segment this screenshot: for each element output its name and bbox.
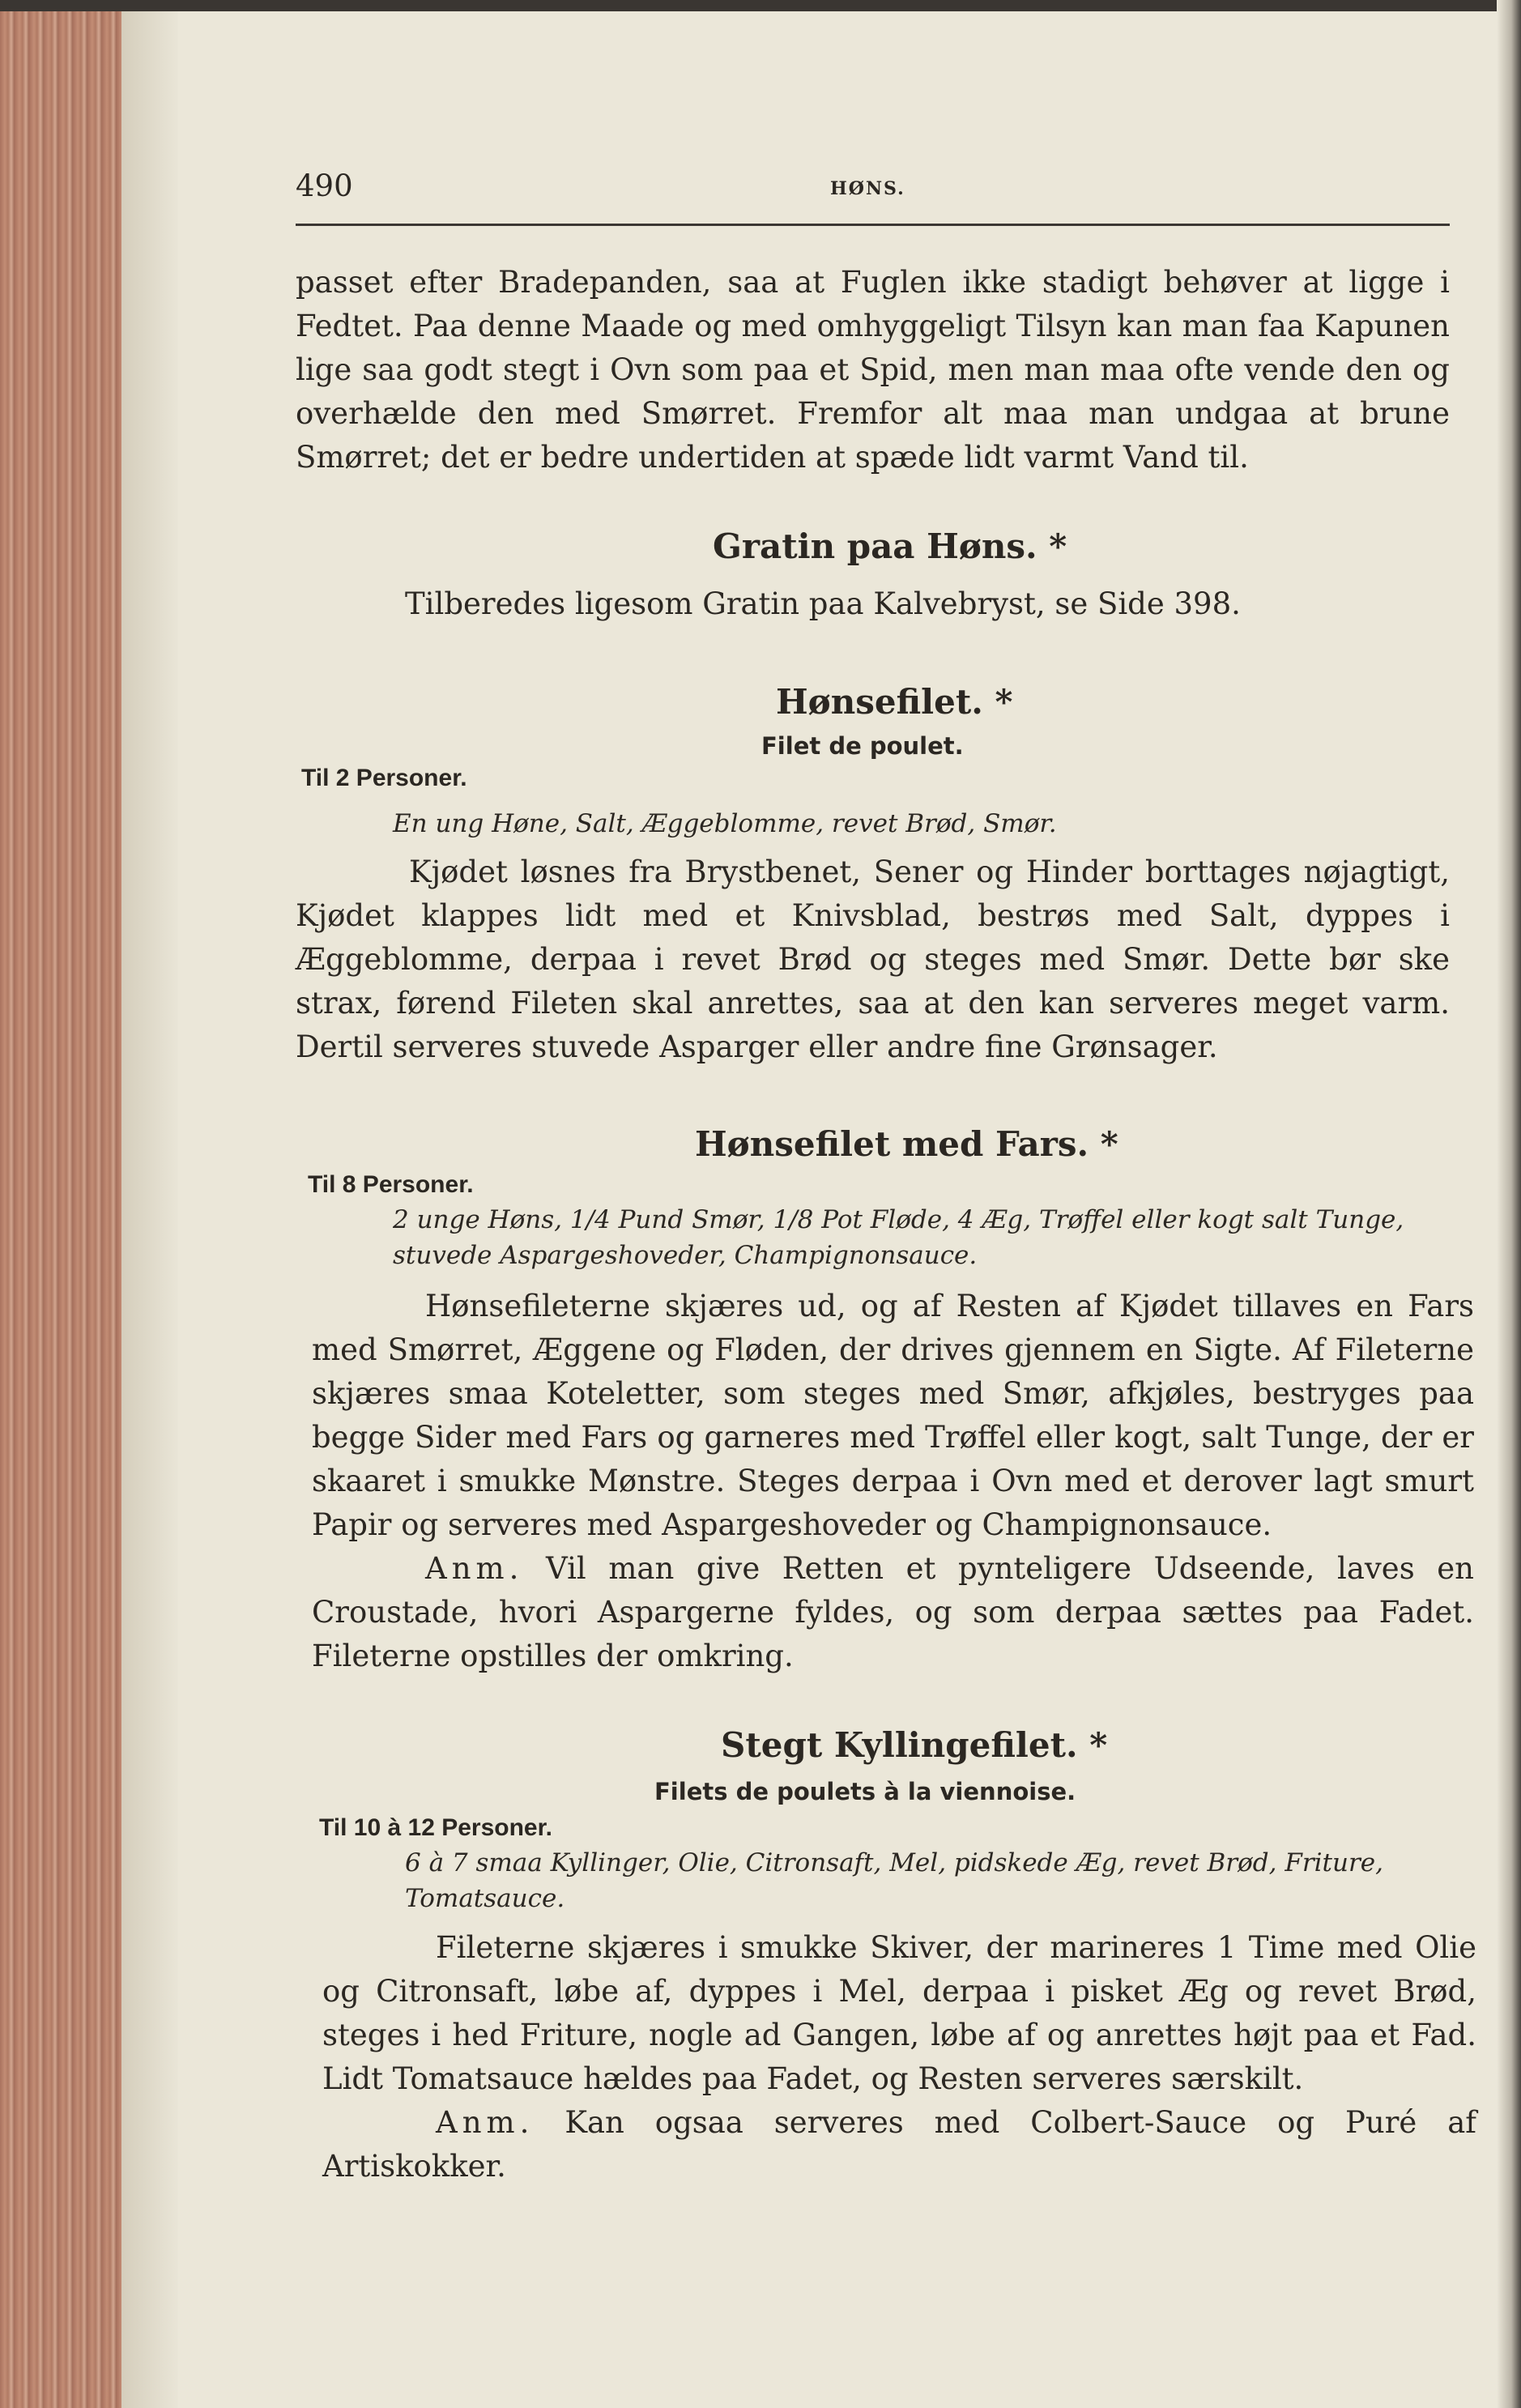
scan-right-border <box>1497 0 1521 2408</box>
intro-section <box>296 261 1450 479</box>
recipe-title-honsefilet: Hønsefilet. * <box>776 682 1013 722</box>
recipe-section-honsefilet <box>296 850 1450 1069</box>
recipe-servings-kyllingefilet: Til 10 à 12 Personer. <box>319 1814 552 1841</box>
recipe-body-gratin: Tilberedes ligesom Gratin paa Kalvebryst, se Side 398. <box>405 586 1241 621</box>
note-text: Kan ogsaa serveres med Colbert-Sauce og Puré af Artiskokker. <box>322 2105 1476 2184</box>
recipe-ingredients-fars: 2 unge Høns, 1/4 Pund Smør, 1/8 Pot Fløde, 4 Æg, Trøffel eller kogt salt Tunge, stuvede Aspargeshoveder, Champignonsauce. <box>393 1205 1404 1270</box>
recipe-body-kyllingefilet: Fileterne skjæres i smukke Skiver, der marineres 1 Time med Olie og Citronsaft, løbe af, dyppes i Mel, derpaa i pisket Æg og revet Brød, steges i hed Friture, nogle ad Gangen, løbe af og anrettes højt paa et Fad. Lidt Tomatsauce hældes paa Fadet, og Resten serveres særskilt. <box>322 1930 1476 2096</box>
recipe-ingredients-honsefilet: En ung Høne, Salt, Æggeblomme, revet Brød, Smør. <box>393 809 1057 838</box>
recipe-note-fars <box>312 1547 1474 1678</box>
recipe-section-fars <box>312 1285 1474 1678</box>
recipe-ingredients-kyllingefilet: 6 à 7 smaa Kyllinger, Olie, Citronsaft, Mel, pidskede Æg, revet Brød, Friture, Tomatsauce. <box>405 1848 1384 1913</box>
note-text: Vil man give Retten et pynteligere Udseende, laves en Croustade, hvori Aspargerne fyldes, og som derpaa sættes paa Fadet. Fileterne opstilles der omkring. <box>312 1551 1474 1673</box>
book-edge <box>0 0 121 2408</box>
header-rule <box>296 224 1450 226</box>
note-label: Anm. <box>425 1551 524 1586</box>
recipe-servings-honsefilet: Til 2 Personer. <box>301 765 467 791</box>
running-head: HØNS. <box>830 178 905 199</box>
recipe-note-kyllingefilet <box>322 2101 1476 2189</box>
recipe-title-kyllingefilet: Stegt Kyllingefilet. * <box>721 1725 1108 1765</box>
recipe-section-kyllingefilet <box>322 1926 1476 2189</box>
recipe-title-fars: Hønsefilet med Fars. * <box>695 1124 1118 1164</box>
scan-top-border <box>0 0 1521 11</box>
page-number: 490 <box>296 168 353 203</box>
recipe-body-honsefilet: Kjødet løsnes fra Brystbenet, Sener og Hinder borttages nøjagtigt, Kjødet klappes lidt med et Knivsblad, bestrøs med Salt, dyppes i Æggeblomme, derpaa i revet Brød og steges med Smør. Dette bør ske strax, førend Fileten skal anrettes, saa at den kan serveres meget varm. Dertil serveres stuvede Asparger eller andre fine Grønsager. <box>296 855 1450 1064</box>
recipe-servings-fars: Til 8 Personer. <box>308 1171 474 1198</box>
recipe-body-fars: Hønsefileterne skjæres ud, og af Resten af Kjødet tillaves en Fars med Smørret, Æggene og Fløden, der drives gjennem en Sigte. Af Fileterne skjæres smaa Koteletter, som steges med Smør, afkjøles, bestryges paa begge Sider med Fars og garneres med Trøffel eller kogt, salt Tunge, der er skaaret i smukke Mønstre. Steges derpaa i Ovn med et derover lagt smurt Papir og serveres med Aspargeshoveder og Champignonsauce. <box>312 1289 1474 1542</box>
page-gutter <box>121 0 178 2408</box>
recipe-title-gratin: Gratin paa Høns. * <box>713 526 1067 566</box>
note-label: Anm. <box>436 2105 535 2140</box>
page-header <box>296 168 1450 217</box>
intro-paragraph: passet efter Bradepanden, saa at Fuglen ikke stadigt behøver at ligge i Fedtet. Paa denne Maade og med omhyggeligt Tilsyn kan man faa Kapunen lige saa godt stegt i Ovn som paa et Spid, men man maa ofte vende den og overhælde den med Smørret. Fremfor alt maa man undgaa at brune Smørret; det er bedre undertiden at spæde lidt varmt Vand til. <box>296 265 1450 475</box>
recipe-subtitle-honsefilet: Filet de poulet. <box>761 732 964 760</box>
recipe-subtitle-kyllingefilet: Filets de poulets à la viennoise. <box>654 1778 1076 1805</box>
